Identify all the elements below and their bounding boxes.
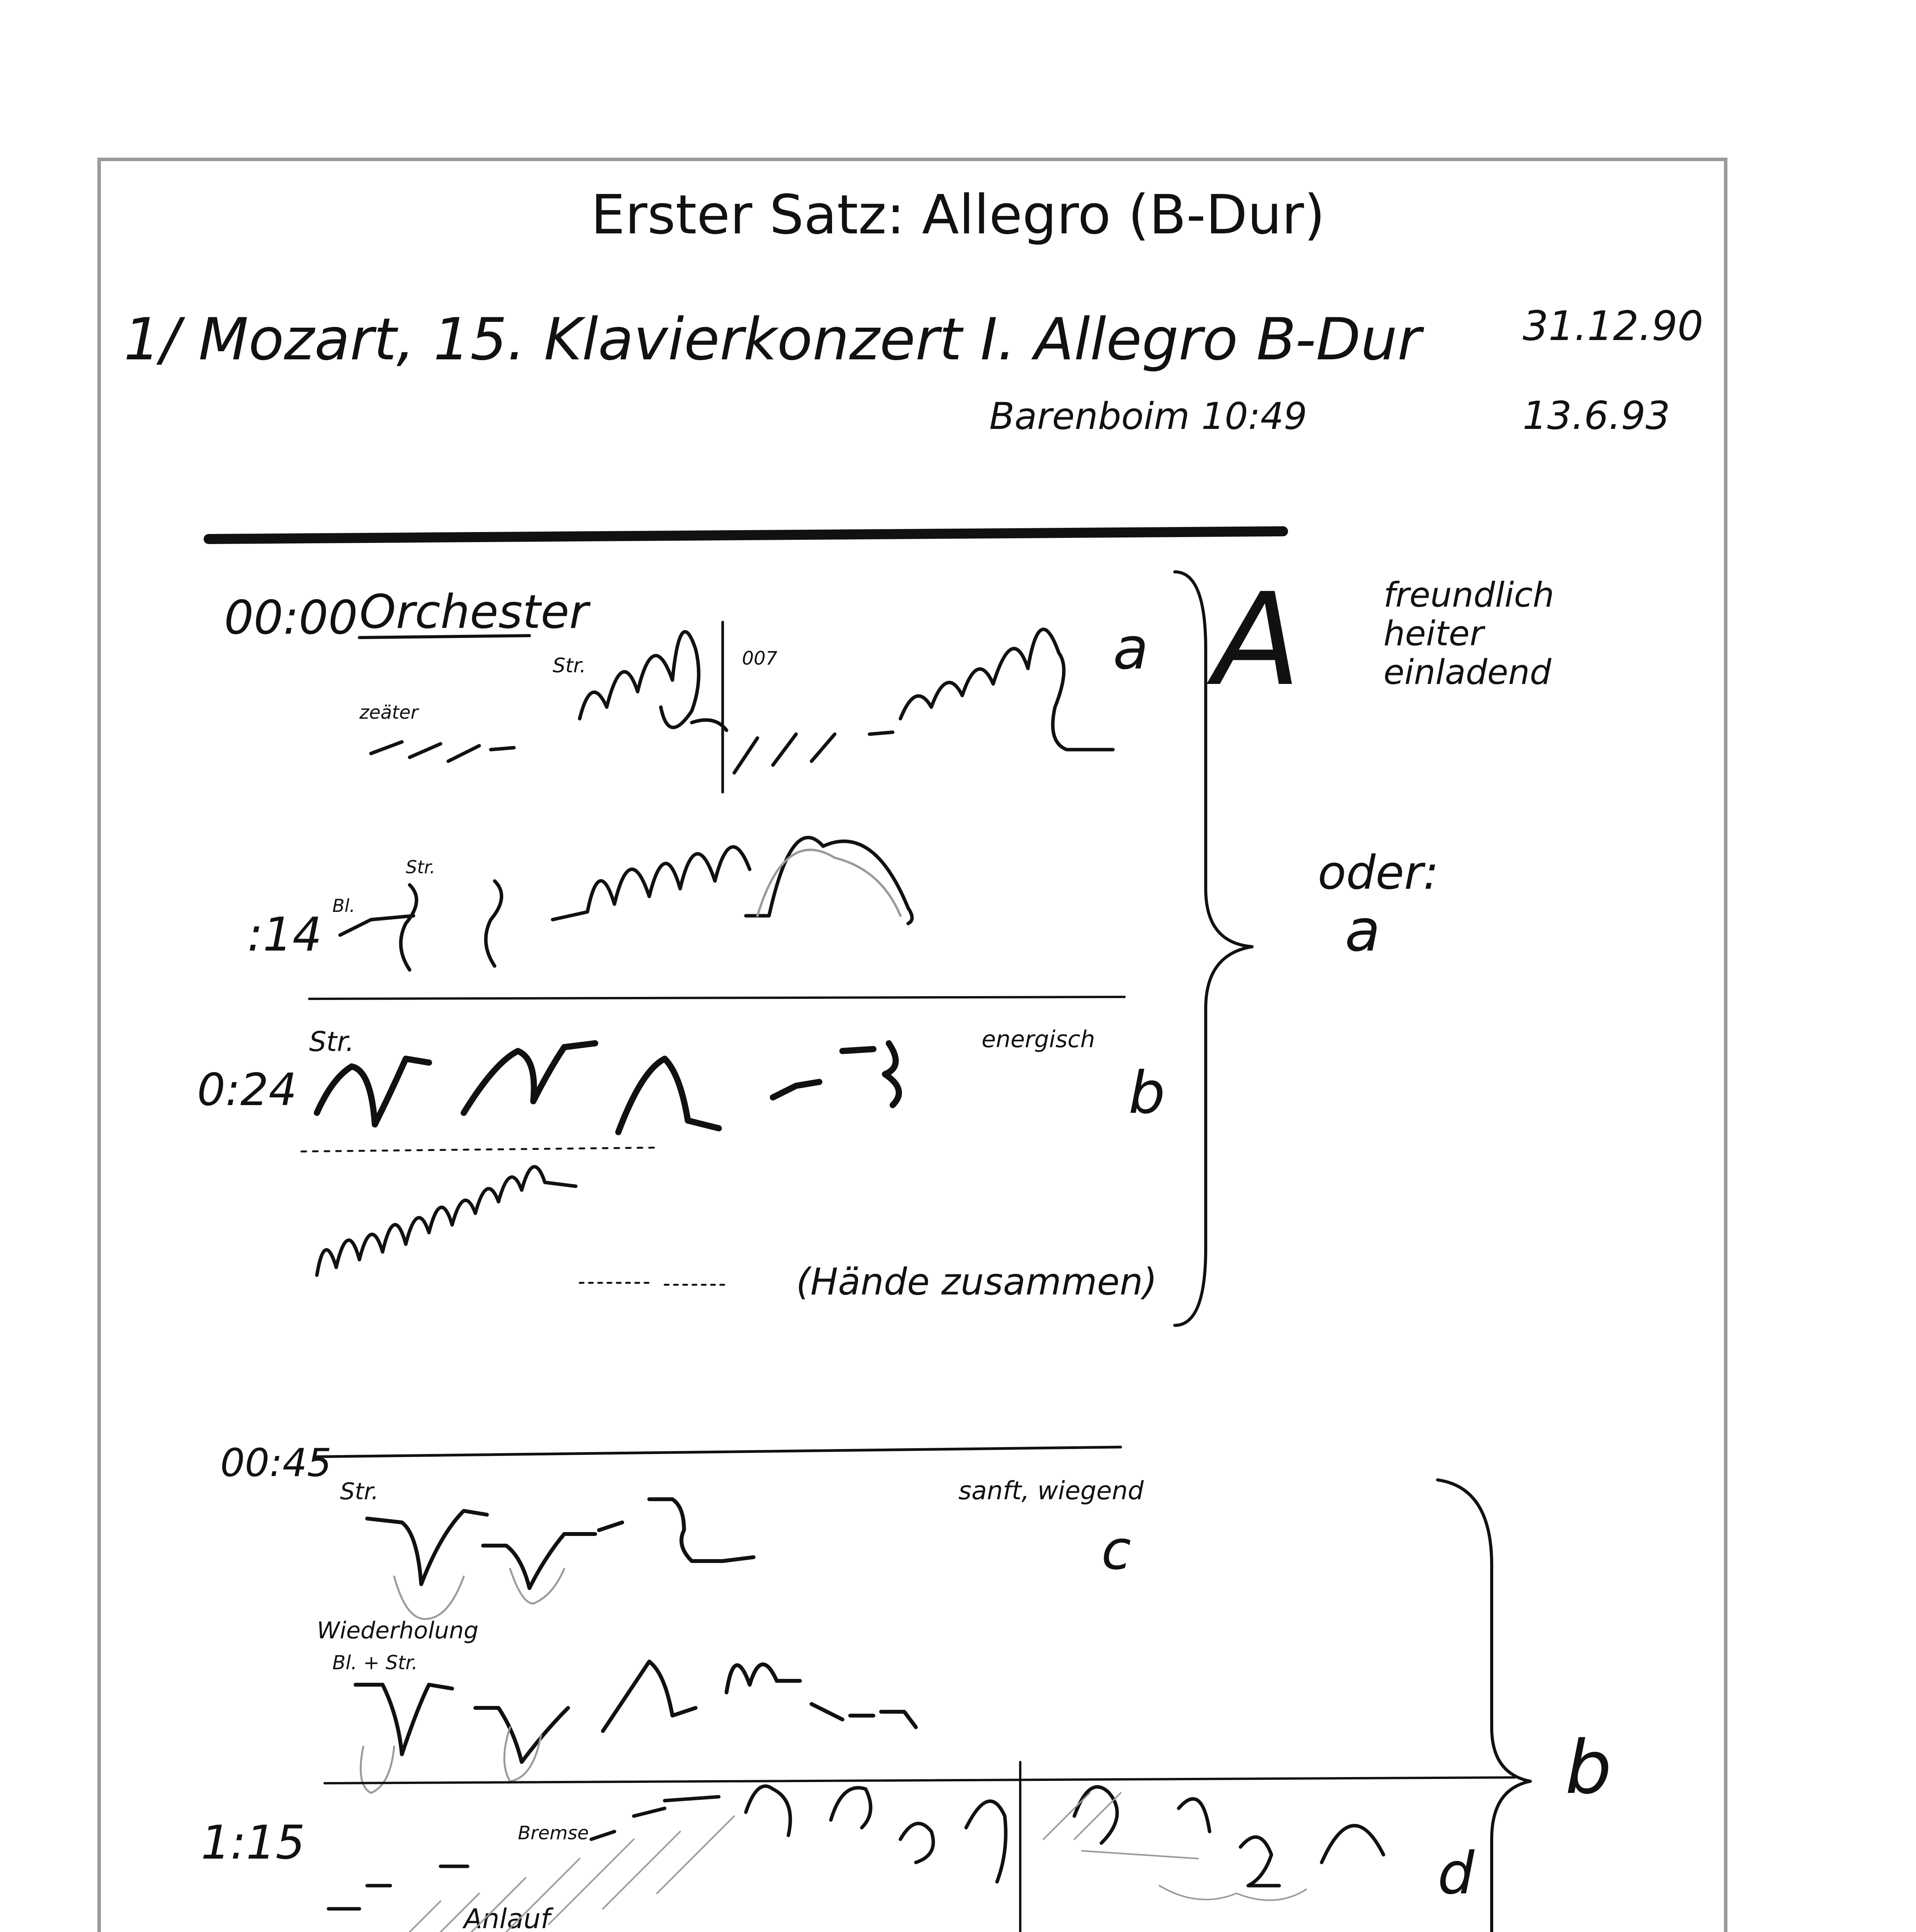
sketch-date-2: 13.6.93	[1523, 393, 1670, 438]
underline-orchester	[359, 636, 529, 638]
row-label-orchester: Orchester	[359, 585, 589, 639]
note-wiederholung: Wiederholung	[317, 1617, 479, 1644]
alt-label-oder: oder:	[1318, 846, 1439, 900]
note-str-4: Str.	[340, 1478, 379, 1505]
row-letter-b: b	[1128, 1060, 1166, 1127]
descriptor-heiter: heiter	[1383, 614, 1484, 653]
note-007: 007	[742, 648, 778, 669]
alt-letter-a: a	[1345, 897, 1380, 964]
melody-row-7	[328, 1786, 1383, 1909]
row-letter-a: a	[1113, 615, 1149, 682]
row-time-14: :14	[247, 908, 322, 962]
sketch-date-1: 31.12.90	[1523, 303, 1703, 350]
section-letter-b: b	[1565, 1725, 1612, 1810]
note-zeaeter: zeäter	[359, 702, 419, 723]
row-time-00-00: 00:00	[224, 591, 358, 645]
shading-row-7b	[1082, 1851, 1306, 1900]
melody-row-6	[356, 1662, 916, 1762]
section-divider-b	[317, 1447, 1121, 1457]
accomp-row-4	[580, 1283, 727, 1285]
page-title: Erster Satz: Allegro (B-Dur)	[591, 184, 1325, 247]
note-haende-zusammen: (Hände zusammen)	[796, 1261, 1157, 1303]
melody-row-3	[317, 1043, 899, 1132]
section-divider-top	[209, 531, 1283, 539]
note-bremse: Bremse	[518, 1822, 589, 1844]
melody-row-1b	[734, 629, 1113, 773]
descriptor-einladend: einladend	[1383, 652, 1552, 692]
note-sanft-wiegend: sanft, wiegend	[958, 1476, 1144, 1505]
melody-row-1	[371, 632, 727, 761]
melody-row-5	[367, 1499, 754, 1588]
note-str-2: Str.	[406, 857, 436, 878]
accomp-row-3	[301, 1148, 657, 1151]
row-divider-2	[325, 1777, 1515, 1783]
sketch-header-line: 1/ Mozart, 15. Klavierkonzert I. Allegro B-Dur	[124, 306, 1421, 373]
note-bl-str: Bl. + Str.	[332, 1651, 418, 1674]
note-bl-1: Bl.	[332, 895, 355, 916]
row-time-0-24: 0:24	[197, 1064, 297, 1116]
row-time-00-45: 00:45	[220, 1440, 332, 1485]
section-letter-A: A	[1213, 566, 1301, 714]
row-divider-1	[309, 997, 1125, 999]
note-anlauf: Anlauf	[464, 1903, 550, 1932]
row-time-1-15: 1:15	[201, 1816, 305, 1870]
sketch-conductor-line: Barenboim 10:49	[989, 395, 1307, 438]
note-str-1: Str.	[553, 654, 586, 677]
row-letter-c: c	[1101, 1519, 1131, 1582]
melody-row-4	[317, 1167, 576, 1276]
note-str-3: Str.	[309, 1026, 354, 1058]
note-energisch: energisch	[982, 1026, 1095, 1053]
row-letter-d: d	[1438, 1840, 1475, 1907]
descriptor-freundlich: freundlich	[1383, 575, 1554, 615]
